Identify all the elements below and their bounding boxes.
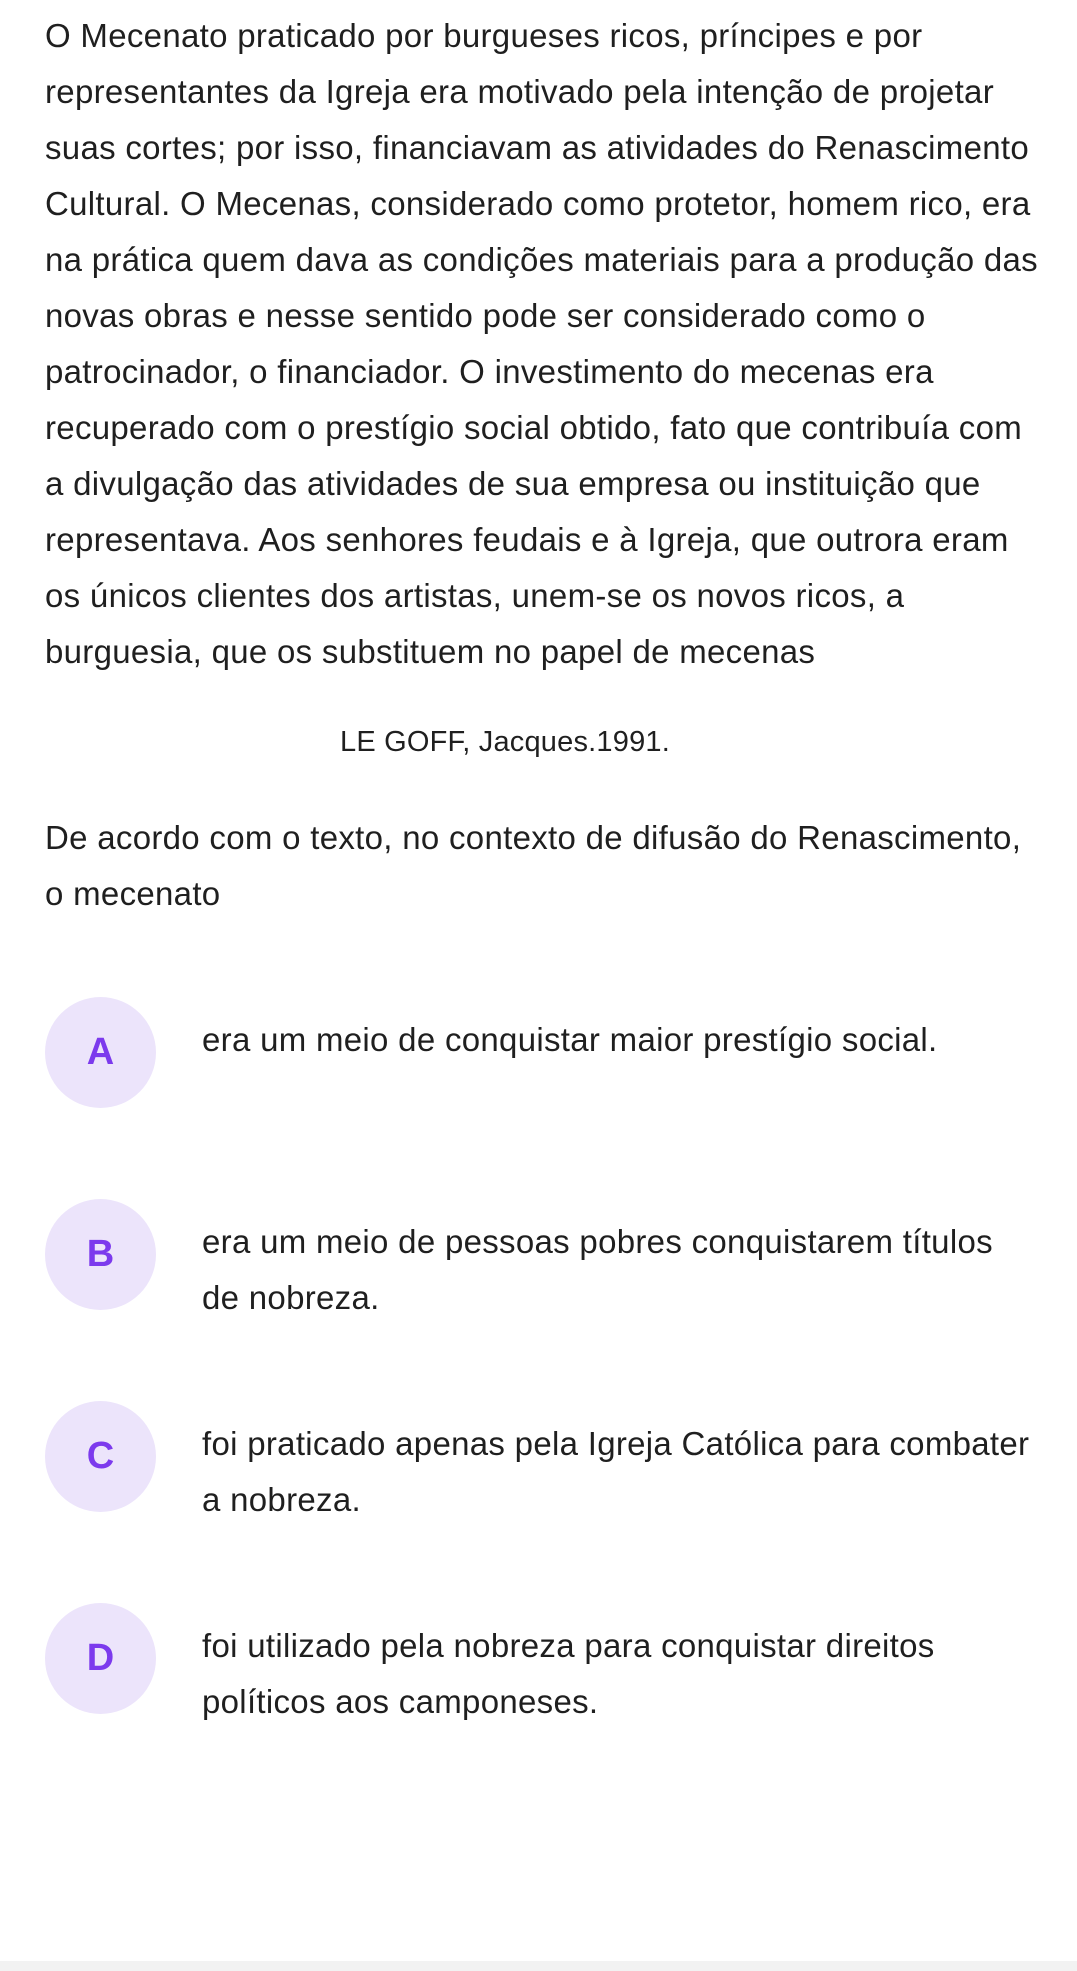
question-card bbox=[45, 8, 1045, 1805]
option-b-text[interactable]: era um meio de pessoas pobres conquistarem títulos de nobreza. bbox=[202, 1223, 993, 1316]
option-b-letter-badge[interactable]: B bbox=[45, 1199, 156, 1310]
option-c-text[interactable]: foi praticado apenas pela Igreja Católica para combater a nobreza. bbox=[202, 1425, 1030, 1518]
option-a[interactable] bbox=[45, 997, 1045, 1199]
passage-text: O Mecenato praticado por burgueses ricos, príncipes e por representantes da Igreja era motivado pela intenção de projetar suas cortes; por isso, financiavam as atividades do Renascimento Cultural. O Mecenas, considerado como protetor, homem rico, era na prática quem dava as condições materiais para a produção das novas obras e nesse sentido pode ser considerado como o patrocinador, o financiador. O investimento do mecenas era recuperado com o prestígio social obtido, fato que contribuía com a divulgação das atividades de sua empresa ou instituição que representava. Aos senhores feudais e à Igreja, que outrora eram os únicos clientes dos artistas, unem-se os novos ricos, a burguesia, que os substituem no papel de mecenas bbox=[45, 17, 1038, 670]
question-prompt: De acordo com o texto, no contexto de difusão do Renascimento, o mecenato bbox=[45, 819, 1022, 912]
answer-options bbox=[45, 997, 1045, 1805]
bottom-divider bbox=[0, 1961, 1077, 1971]
option-a-letter-badge[interactable]: A bbox=[45, 997, 156, 1108]
option-c[interactable] bbox=[45, 1401, 1045, 1603]
option-c-letter-badge[interactable]: C bbox=[45, 1401, 156, 1512]
option-d-letter-badge[interactable]: D bbox=[45, 1603, 156, 1714]
option-d[interactable] bbox=[45, 1603, 1045, 1805]
option-b[interactable] bbox=[45, 1199, 1045, 1401]
option-a-text[interactable]: era um meio de conquistar maior prestígio social. bbox=[202, 1021, 938, 1058]
citation: LE GOFF, Jacques.1991. bbox=[339, 726, 670, 758]
option-d-text[interactable]: foi utilizado pela nobreza para conquistar direitos políticos aos camponeses. bbox=[202, 1627, 935, 1720]
